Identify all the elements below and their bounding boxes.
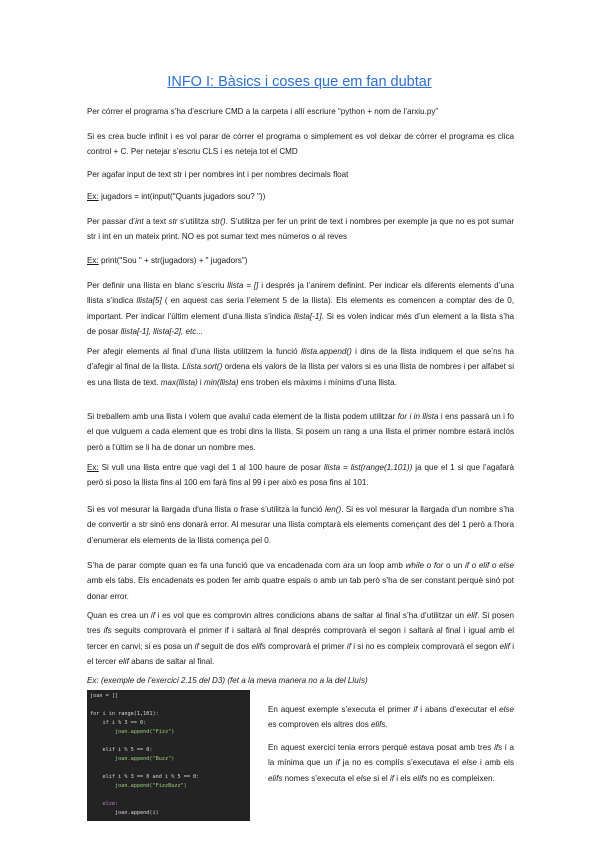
code-line: elif i % 5 == 0: (90, 747, 153, 753)
text: En aquest exemple s’executa el primer (268, 705, 414, 714)
text: . (385, 720, 388, 730)
code-line: for i in range(1,101): (90, 711, 159, 717)
text: i el tercer (87, 641, 514, 667)
code-term: llista[5] (136, 296, 162, 306)
code-term: max(llista) (160, 377, 198, 387)
code-term: else (462, 758, 477, 768)
text: ordena els valors de la llista per valors si es una llista de nombres i per alfabet si es una llista de text. (87, 362, 514, 387)
side-note-example (268, 702, 514, 733)
text: i els (394, 773, 413, 783)
code-term: llista = list(range(1,101)) (323, 463, 413, 472)
code-term: if (335, 758, 340, 768)
example-range (87, 460, 514, 491)
paragraph-lists (87, 278, 514, 340)
text: . Si es volen indicar més d’un element a la llista s’ha de posar (87, 311, 514, 337)
code-line: joan = [] (90, 693, 119, 699)
paragraph-input-types: Per agafar input de text str i per nombres int i per nombres decimals float (87, 170, 349, 179)
text: i ens passarà un i fo el que vulguem a cada element que es trobi dins la llista. Si posem un rang a una llista el primer nombre estarà inclós però a l’últim se li ha de donar un nombre mes. (87, 412, 515, 452)
text: Si vull una llista entre que vagi del 1 al 100 haure de posar (98, 463, 324, 472)
code-line: else: (90, 801, 119, 807)
example-print (87, 253, 514, 268)
text: i (197, 377, 204, 387)
example-label: Ex: (87, 192, 99, 201)
text: ens troben els màxims i mínims d’una llista. (238, 377, 397, 387)
text: En aquest exercici tenia errors perquè estava posat amb tres (268, 743, 495, 752)
text: Quan es crea un (87, 611, 151, 620)
code-line: joan.append("FizzBuzz") (90, 783, 187, 789)
text: . Si posen tres (87, 611, 515, 636)
code-term: llista = [] (227, 281, 259, 290)
code-term: min(llista) (203, 377, 239, 387)
text: i abans d’executar el (417, 705, 500, 714)
code-term: if (413, 705, 418, 714)
code-term: if (194, 641, 199, 651)
text: a text (143, 217, 169, 226)
text: i després ja l’anirem definint. Per indicar els diferents elements d’una llista s’indica (87, 281, 514, 306)
example-code: print("Sou " + str(jugadors) + " jugadors") (98, 256, 248, 265)
code-term: len() (324, 505, 342, 514)
text: ja no es complís s’executava el (339, 758, 463, 768)
text: ( en aquest cas seria l’element 5 de la llista). Els elements es comencen a comptar des de 0, important. Per indicar l’últim element d’una llista s’indica (87, 296, 514, 321)
text: seguit de dos (198, 641, 252, 651)
text: i dins de la llista indiquem el que se’ns ha d’afegir al final de la llista. (87, 347, 514, 372)
text: i amb els (476, 758, 514, 768)
paragraph-append-sort (87, 344, 514, 390)
code-term: elif (499, 641, 510, 651)
code-term: if (389, 773, 394, 783)
text: amb els tabs. Els encadenats es poden fer amb quatre espais o amb un tab però s’ha de ser constant perquè sinó pot donar error. (87, 576, 514, 601)
code-line: if i % 3 == 0: (90, 720, 147, 726)
code-term: for i in llista (397, 412, 439, 421)
code-term: llista[-1] (293, 311, 322, 321)
code-term: if (346, 641, 351, 651)
code-term: elif (118, 657, 129, 667)
text: Per passar d’ (87, 217, 136, 226)
code-term: llista.append() (300, 347, 352, 356)
text: seguits comprovarà el primer if i saltarà al final després comprovarà el segon i saltarà al final i igual amb el tercer en canvi; si es posa un (87, 626, 514, 651)
text: Per afegir elements al final d’una llista utilitzem la funció (87, 347, 301, 356)
code-term: elif (466, 611, 478, 620)
code-term: elifs (268, 773, 283, 783)
code-term: else (499, 705, 514, 714)
text: i es vol que es comprovin altres condicions abans de saltar al final s’ha d’utilitzar un (154, 611, 467, 620)
text: S’ha de parar compte quan es fa una funció que va encadenada com ara un loop amb (87, 561, 406, 570)
example-input (87, 189, 514, 204)
side-note-errors (268, 740, 514, 786)
code-term: elifs (371, 720, 386, 730)
code-line: joan.append(i) (90, 810, 159, 816)
text: si el (371, 773, 390, 783)
code-term: else (356, 773, 372, 783)
text: es comproven els altres dos (268, 720, 372, 730)
text: Si es vol mesurar la llargada d’una llista o frase s’utilitza la funció (87, 505, 325, 514)
code-term: str() (211, 217, 226, 226)
code-term: if o elif o else (464, 561, 515, 570)
text: Si treballem amb una llista i volem que avaluï cada element de la llista podem utilitzar (87, 412, 398, 421)
text: i si no es compleix comprovarà el segon (350, 641, 500, 651)
example-caption: Ex: (exemple de l’exercici 2.15 del D3) (fet a la meva manera no a la del Lluís) (87, 676, 368, 685)
paragraph-for-loop (87, 409, 514, 455)
code-line: joan.append("Buzz") (90, 756, 175, 762)
code-line: joan.append("Fizz") (90, 729, 175, 735)
text: . S’utilitza per fer un print de text i nombres per exemple ja que no es pot sumar str i int en un mateix print. NO es pot sumar text mes números o al reves (87, 217, 515, 242)
paragraph-if-elif (87, 608, 514, 670)
text: . Si es vol mesurar la llargada d’un nombre s’ha de convertir a str sinó ens donarà error. Al mesurar una llista comptarà els elements començant des del 1 però a l’hora d’enumerar els elements de la llista comença pel 0. (87, 505, 515, 545)
text: Per definir una llista en blanc s’escriu (87, 281, 228, 290)
code-line: elif i % 3 == 0 and i % 5 == 0: (90, 774, 200, 780)
example-code: jugadors = int(input("Quants jugadors sou? ")) (98, 192, 266, 201)
paragraph-str-conversion (87, 214, 514, 245)
text: no es compleixen. (427, 773, 495, 783)
text: o un (443, 561, 465, 570)
text: nomes s’executa el (282, 773, 357, 783)
code-term: Llista.sort() (182, 362, 223, 372)
text: abans de saltar al final. (128, 657, 215, 667)
code-term: str (168, 217, 178, 226)
page-title: INFO I: Bàsics i coses que em fan dubtar (167, 74, 432, 90)
code-term: int (135, 217, 144, 226)
code-term: elifs (251, 641, 266, 651)
paragraph-stop-program: Si es crea bucle infinit i es vol parar de córrer el programa o simplement es vol deixar de córrer el programa es clica control + C. Per netejar s’escriu CLS i es neteja tot el CMD (87, 132, 514, 157)
text: i a la mínima que un (268, 743, 514, 768)
code-term: if (150, 611, 155, 620)
code-term: elifs (412, 773, 428, 783)
example-label: Ex: (87, 256, 99, 265)
code-term: while o for (405, 561, 444, 570)
paragraph-len (87, 502, 514, 548)
text: comprovarà el primer (265, 641, 347, 651)
code-term: llista[-1], llista[-2], etc... (120, 327, 204, 337)
text: ja que el 1 si que l’agafarà però si poso la llista fins al 100 em farà fins al 99 i per això es posa fins al 101. (87, 463, 514, 488)
example-label: Ex: (87, 463, 99, 472)
code-term: ifs (494, 743, 503, 752)
text: s’utilitza (177, 217, 212, 226)
paragraph-indentation (87, 558, 514, 604)
code-term: ifs (103, 626, 112, 636)
code-screenshot (87, 690, 250, 821)
paragraph-run-program: Per córrer el programa s’ha d’escriure CMD a la carpeta i allí escriure “python + nom de l’arxiu.py” (87, 107, 439, 116)
